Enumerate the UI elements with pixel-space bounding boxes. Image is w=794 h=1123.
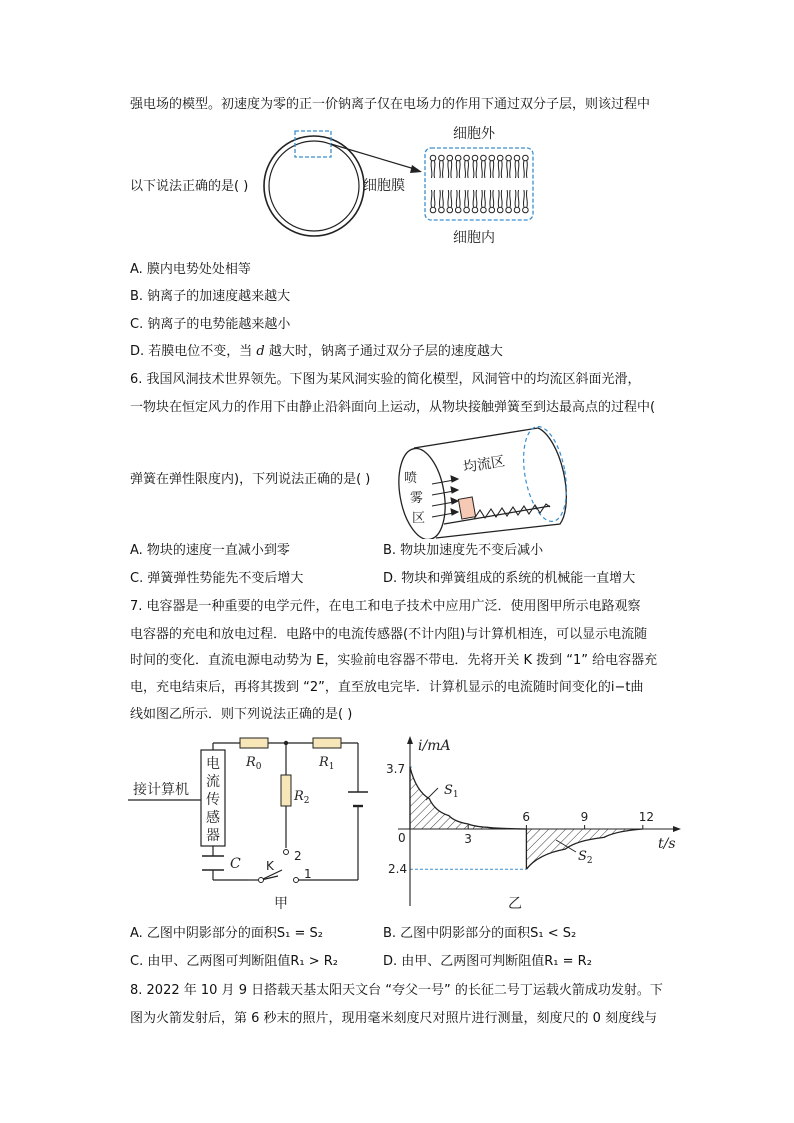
q7-line-4: 电，充电结束后，再将其拨到 “2”，直至放电完毕．计算机显示的电流随时间变化的i−t曲	[130, 680, 644, 695]
lipid-tail	[490, 161, 494, 178]
q5-option-d-post: 越大时，钠离子通过双分子层的速度越大	[268, 344, 503, 359]
lipid-bilayer	[430, 155, 528, 213]
q8-line-1: 8. 2022 年 10 月 9 日搭载天基太阳天文台 “夸父一号” 的长征二号丁运载火箭成功发射。下	[130, 983, 663, 998]
sensor-label-char: 流	[206, 774, 220, 790]
q6-option-b[interactable]: B. 物块加速度先不变后减小	[383, 543, 544, 558]
q6-option-c[interactable]: C. 弹簧弹性势能先不变后增大	[130, 571, 304, 586]
lipid-tail	[456, 161, 460, 178]
x-tick-label: 12	[638, 810, 655, 824]
lipid-tail	[456, 190, 460, 207]
lipid-tail	[481, 190, 485, 207]
lipid-head	[472, 207, 478, 213]
q6-option-d[interactable]: D. 物块和弹簧组成的系统的机械能一直增大	[383, 571, 636, 586]
lipid-tail	[473, 190, 477, 207]
q6-line-2: 一物块在恒定风力的作用下由静止沿斜面向上运动，从物块接触弹簧至到达最高点的过程中(	[130, 400, 656, 415]
label-spray-2: 雾	[410, 491, 424, 506]
y-tick-top: 3.7	[386, 762, 406, 776]
label-contact-2: 2	[294, 849, 302, 863]
junction-dot	[284, 741, 288, 745]
lipid-head	[506, 155, 512, 161]
lipid-head	[464, 155, 470, 161]
caption-yi: 乙	[508, 896, 522, 912]
sensor-label-char: 电	[206, 756, 220, 772]
lipid-tail	[498, 190, 502, 207]
sensor-label	[206, 755, 220, 844]
lipid-tail	[431, 161, 435, 178]
q6-line-1: 6. 我国风洞技术世界领先。下图为某风洞实验的简化模型，风洞管中的均流区斜面光滑，	[130, 372, 641, 387]
lipid-head	[514, 207, 520, 213]
q7-line-5: 线如图乙所示．则下列说法正确的是( )	[130, 707, 353, 722]
lipid-tail	[523, 190, 527, 207]
lipid-tail	[515, 190, 519, 207]
lipid-head	[489, 155, 495, 161]
lipid-head	[506, 207, 512, 213]
lipid-head	[523, 207, 529, 213]
lipid-head	[464, 207, 470, 213]
sensor-label-char: 器	[206, 828, 220, 844]
lipid-head	[430, 207, 436, 213]
lipid-head	[447, 155, 453, 161]
x-tick-label: 3	[464, 832, 472, 846]
q5-line-2: 以下说法正确的是( )	[130, 179, 249, 194]
zoom-arrow-line	[331, 144, 418, 170]
q8-line-2: 图为火箭发射后，第 6 秒末的照片，现用毫米刻度尺对照片进行测量，刻度尺的 0 刻度线与	[130, 1011, 658, 1026]
lipid-head	[455, 207, 461, 213]
lipid-head	[472, 155, 478, 161]
lipid-tail	[473, 161, 477, 178]
lipid-tail	[431, 190, 435, 207]
q7-option-a[interactable]: A. 乙图中阴影部分的面积S₁ = S₂	[130, 926, 324, 941]
sensor-label-char: 感	[206, 810, 220, 826]
lipid-head	[481, 155, 487, 161]
label-computer: 接计算机	[133, 782, 189, 798]
switch-contact-2	[284, 850, 289, 855]
label-cell-membrane: 细胞膜	[363, 178, 405, 194]
q5-option-d[interactable]	[130, 343, 503, 361]
label-contact-1: 1	[304, 867, 312, 881]
lipid-head	[439, 207, 445, 213]
q7-line-3: 时间的变化．直流电源电动势为 E，实验前电容器不带电．先将开关 K 拨到 “1” 给电容器充	[130, 653, 658, 668]
zoom-arrow-head	[410, 165, 422, 173]
label-r2: $R_2$	[294, 789, 310, 806]
x-tick-label: 9	[580, 810, 589, 824]
resistor-r0	[240, 738, 268, 748]
area-leader-0	[426, 788, 438, 800]
q6-option-a[interactable]: A. 物块的速度一直减小到零	[130, 543, 290, 558]
lipid-head	[481, 207, 487, 213]
cell-outer-ring	[264, 136, 364, 236]
lipid-head	[439, 155, 445, 161]
spring	[474, 504, 550, 519]
y-tick-bottom: 2.4	[388, 862, 408, 876]
q7-option-b[interactable]: B. 乙图中阴影部分的面积S₁ < S₂	[383, 926, 577, 941]
y-axis-label: i/mA	[418, 738, 451, 754]
x-axis-arrow	[673, 826, 681, 832]
label-switch-k: K	[266, 859, 274, 873]
q5-option-c[interactable]: C. 钠离子的电势能越来越小	[130, 317, 291, 332]
current-time-graph	[378, 728, 688, 913]
resistor-r2	[281, 775, 291, 806]
origin-label: 0	[398, 831, 406, 845]
lipid-tail	[498, 161, 502, 178]
label-s2: $S_2$	[578, 849, 593, 866]
lipid-tail	[465, 161, 469, 178]
x-axis-label: t/s	[658, 836, 676, 852]
q7-option-c[interactable]: C. 由甲、乙两图可判断阻值R₁ > R₂	[130, 954, 338, 969]
block	[458, 497, 475, 519]
lipid-tail	[507, 161, 511, 178]
y-axis-arrow	[407, 736, 413, 744]
lipid-tail	[448, 190, 452, 207]
lipid-tail	[515, 161, 519, 178]
lipid-head	[523, 155, 529, 161]
switch-pivot	[259, 878, 264, 883]
q5-option-d-var: d	[256, 344, 265, 359]
label-spray-1: 喷	[404, 471, 418, 486]
lipid-tail	[439, 161, 443, 178]
sensor-label-char: 传	[206, 792, 220, 808]
q7-line-2: 电容器的充电和放电过程．电路中的电流传感器(不计内阻)与计算机相连，可以显示电流随	[130, 627, 648, 642]
cell-membrane-figure	[250, 118, 670, 248]
bilayer-zoom-box	[425, 148, 533, 220]
lipid-tail	[481, 161, 485, 178]
q5-option-a[interactable]: A. 膜内电势处处相等	[130, 262, 251, 277]
cell-inner-ring	[269, 141, 359, 231]
q5-option-b[interactable]: B. 钠离子的加速度越来越大	[130, 289, 291, 304]
label-uniform-zone: 均流区	[462, 453, 507, 476]
resistor-r1	[313, 738, 341, 748]
lipid-tail	[490, 190, 494, 207]
lipid-head	[514, 155, 520, 161]
zoom-selection-box	[295, 131, 331, 157]
label-capacitor: C	[230, 856, 241, 872]
x-tick-label: 6	[522, 810, 531, 824]
label-cell-outside: 细胞外	[453, 126, 495, 142]
lipid-head	[430, 155, 436, 161]
q7-line-1: 7. 电容器是一种重要的电学元件，在电工和电子技术中应用广泛．使用图甲所示电路观察	[130, 599, 641, 614]
q7-option-d[interactable]: D. 由甲、乙两图可判断阻值R₁ = R₂	[383, 954, 592, 969]
lipid-tail	[523, 161, 527, 178]
switch-contact-1	[294, 878, 299, 883]
lipid-tail	[507, 190, 511, 207]
q5-option-d-pre: D. 若膜电位不变，当	[130, 344, 253, 359]
lipid-head	[447, 207, 453, 213]
q5-line-1: 强电场的模型。初速度为零的正一价钠离子仅在电场力的作用下通过双分子层，则该过程中	[130, 97, 651, 112]
label-s1: $S_1$	[444, 783, 459, 800]
label-r0: $R_0$	[246, 755, 262, 772]
wind-tunnel-figure	[392, 424, 572, 539]
label-r1: $R_1$	[319, 755, 335, 772]
lipid-head	[455, 155, 461, 161]
lipid-tail	[448, 161, 452, 178]
lipid-tail	[439, 190, 443, 207]
q6-line-3: 弹簧在弹性限度内)，下列说法正确的是( )	[130, 472, 371, 487]
lipid-head	[489, 207, 495, 213]
circuit-diagram	[128, 728, 368, 913]
label-cell-inside: 细胞内	[453, 230, 495, 246]
lipid-tail	[465, 190, 469, 207]
lipid-head	[497, 155, 503, 161]
label-spray-3: 区	[412, 511, 426, 526]
lipid-head	[497, 207, 503, 213]
caption-jia: 甲	[274, 896, 288, 912]
